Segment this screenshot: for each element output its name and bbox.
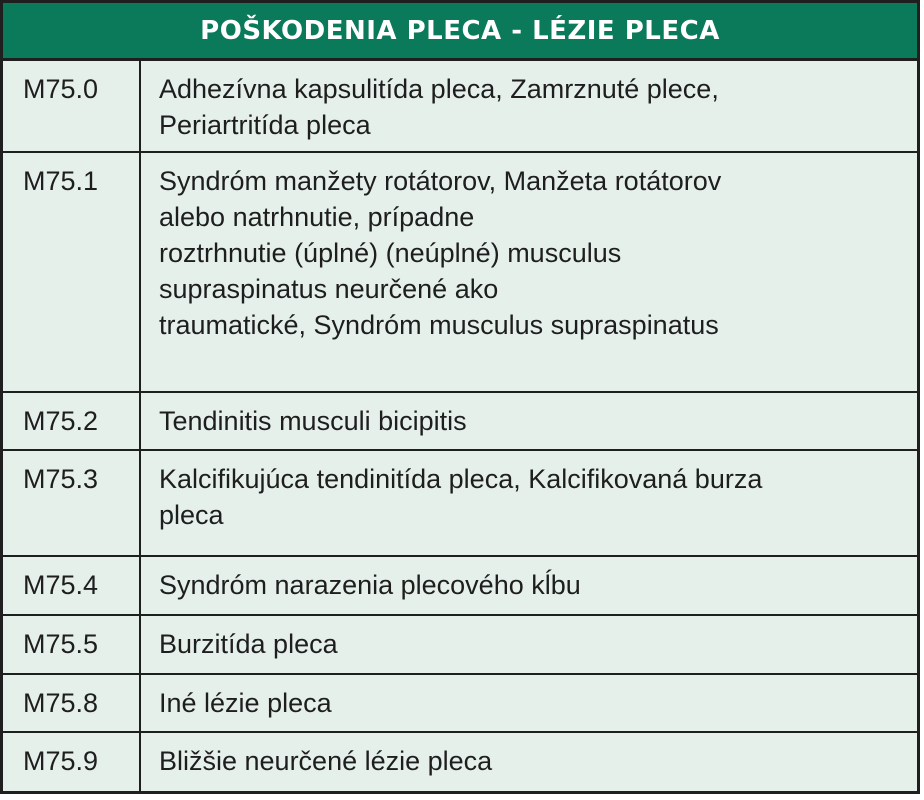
description-line: roztrhnutie (úplné) (neúplné) musculus — [159, 238, 622, 268]
table-row — [3, 733, 917, 792]
description-cell — [141, 733, 917, 792]
description-line: Syndróm narazenia plecového kĺbu — [159, 570, 581, 600]
table-row — [3, 153, 917, 393]
description-cell — [141, 393, 917, 449]
table-row — [3, 557, 917, 616]
code-cell: M75.2 — [3, 393, 141, 449]
description-cell — [141, 451, 917, 555]
description-line: Bližšie neurčené lézie pleca — [159, 746, 493, 776]
description-line: pleca — [159, 500, 224, 530]
table-title: POŠKODENIA PLECA - LÉZIE PLECA — [3, 3, 917, 61]
description-line: alebo natrhnutie, prípadne — [159, 202, 475, 232]
description-line: Syndróm manžety rotátorov, Manžeta rotátorov — [159, 166, 722, 196]
code-cell: M75.8 — [3, 675, 141, 731]
description-line: Burzitída pleca — [159, 629, 338, 659]
description-cell — [141, 675, 917, 731]
table-row — [3, 393, 917, 451]
description-line: Periartritída pleca — [159, 110, 371, 140]
table-row — [3, 451, 917, 557]
code-cell: M75.9 — [3, 733, 141, 792]
code-cell: M75.5 — [3, 616, 141, 673]
description-cell — [141, 616, 917, 673]
code-cell: M75.0 — [3, 61, 141, 151]
description-cell — [141, 557, 917, 614]
code-cell: M75.3 — [3, 451, 141, 555]
description-line: Adhezívna kapsulitída pleca, Zamrznuté plece, — [159, 74, 719, 104]
code-cell: M75.4 — [3, 557, 141, 614]
description-line: traumatické, Syndróm musculus supraspinatus — [159, 310, 719, 340]
description-cell — [141, 61, 917, 151]
description-line: Iné lézie pleca — [159, 688, 332, 718]
description-line: Tendinitis musculi bicipitis — [159, 406, 467, 436]
table-row — [3, 675, 917, 733]
description-line: Kalcifikujúca tendinitída pleca, Kalcifikovaná burza — [159, 464, 763, 494]
description-cell — [141, 153, 917, 391]
table-row — [3, 61, 917, 153]
description-line: supraspinatus neurčené ako — [159, 274, 499, 304]
table-row — [3, 616, 917, 675]
code-cell: M75.1 — [3, 153, 141, 391]
